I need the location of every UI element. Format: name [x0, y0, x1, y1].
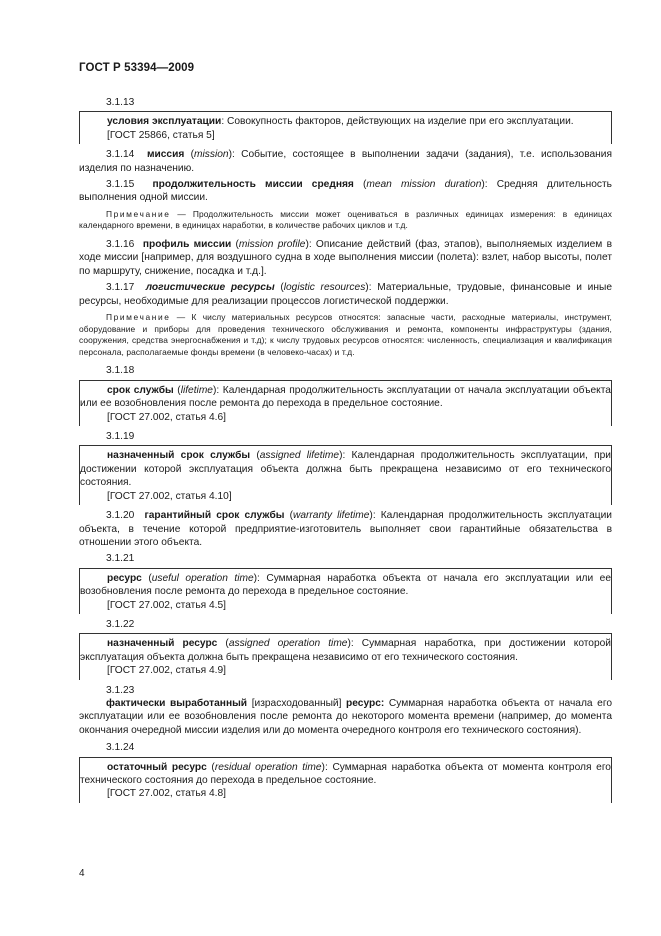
term-entry-3-1-14: 3.1.14 миссия (mission): Событие, состоящее в выполнении задачи (задания), т.е. использования изделия по назначению.	[79, 149, 612, 174]
term-continued: ресурс:	[346, 697, 385, 709]
term: срок службы	[107, 384, 174, 396]
source-reference: [ГОСТ 27.002, статья 4.6]	[107, 411, 226, 423]
entry-number: 3.1.18	[106, 365, 135, 377]
source-reference: [ГОСТ 27.002, статья 4.5]	[107, 599, 226, 611]
source-reference: [ГОСТ 27.002, статья 4.8]	[107, 788, 226, 800]
definition: : Событие, состоящее в выполнении задачи (задания), т.е. использования изделия по назначению.	[79, 149, 612, 174]
definition: Суммарная наработка объекта от начала его эксплуатации или ее возобновления после ремонта до некоторого момента времени (например, до момента окончания очередной миссии изделия или до момента очередного контроля его технического состояния).	[79, 697, 612, 736]
source-reference: [ГОСТ 27.002, статья 4.9]	[107, 665, 226, 677]
term-entry-3-1-21	[79, 552, 612, 614]
english-term: assigned lifetime	[259, 450, 340, 462]
definition-box	[79, 111, 612, 144]
english-term: residual operation time	[214, 761, 322, 773]
term: профиль миссии	[142, 239, 232, 251]
definition: : Средняя длительность выполнения одной миссии.	[79, 179, 612, 204]
term: остаточный ресурс	[107, 761, 207, 773]
definition-box: назначенный ресурс (assigned operation time): Суммарная наработка, при достижении которой эксплуатация объекта должна быть прекращена независимо от его технического состояния. [ГОСТ 27.002, статья 4.9]	[79, 633, 612, 679]
definition: : Суммарная наработка объекта от момента контроля его технического состояния до перехода в предельное состояние.	[80, 761, 611, 786]
note-3-1-17	[79, 312, 612, 358]
english-term: mission profile	[238, 239, 306, 251]
term: фактически выработанный	[106, 697, 248, 709]
term-entry-3-1-24	[79, 741, 612, 803]
note-text: — Продолжительность миссии может оцениваться в различных единицах измерения: в единицах календарного времени, в единицах наработки, в количестве рабочих циклов и т.д.	[79, 208, 612, 231]
source-reference: [ГОСТ 25866, статья 5]	[107, 129, 215, 141]
separator: :	[221, 116, 227, 128]
definition: : Суммарная наработка, при достижении которой эксплуатация объекта должна быть прекращена независимо от его технического состояния.	[80, 638, 611, 663]
entry-number: 3.1.13	[106, 97, 135, 108]
term: ресурс	[107, 572, 142, 584]
source-reference: [ГОСТ 27.002, статья 4.10]	[107, 490, 232, 502]
english-term: useful operation time	[151, 572, 254, 584]
definition: : Описание действий (фаз, этапов), выполняемых изделием в ходе миссии [например, для воздушного судна в ходе выполнения миссии (полета): взлет, набор высоты, полет по маршруту, снижение, посадка и т.д.].	[79, 239, 612, 277]
entry-number: 3.1.17	[106, 282, 135, 294]
term-entry-3-1-18	[79, 364, 612, 426]
definition: : Календарная продолжительность эксплуатации объекта, в течение которой предприятие-изготовитель выполняет свои гарантийные обязательства в отношении этого объекта.	[79, 510, 612, 548]
definition: : Календарная продолжительность эксплуатации от начала эксплуатации объекта или ее возобновления после ремонта до перехода в предельное состояние.	[80, 384, 611, 410]
term: условия эксплуатации	[107, 116, 222, 128]
term: назначенный ресурс	[107, 638, 218, 650]
definition-box: ресурс (useful operation time): Суммарная наработка объекта от начала его эксплуатации или ее возобновления после ремонта до перехода в предельное состояние. [ГОСТ 27.002, статья 4.5]	[79, 568, 612, 614]
definition-box: остаточный ресурс (residual operation time): Суммарная наработка объекта от момента контроля его технического состояния до перехода в предельное состояние. [ГОСТ 27.002, статья 4.8]	[79, 757, 612, 803]
term-entry-3-1-15: 3.1.15 продолжительность миссии средняя (mean mission duration): Средняя длительность выполнения одной миссии.	[79, 179, 612, 204]
note-label: Примечание	[106, 312, 171, 323]
term: гарантийный срок службы	[144, 510, 285, 522]
term-entry-3-1-22	[79, 618, 612, 680]
definition: : Материальные, трудовые, финансовые и иные ресурсы, необходимые для реализации процессов логистической поддержки.	[79, 282, 612, 307]
term: продолжительность миссии средняя	[152, 179, 354, 191]
entry-number: 3.1.19	[106, 431, 135, 443]
english-term: logistic resources	[283, 282, 366, 294]
note-label: Примечание	[106, 208, 171, 219]
note-3-1-15	[79, 209, 612, 232]
entry-number: 3.1.20	[106, 510, 135, 522]
term-entry-3-1-20: 3.1.20 гарантийный срок службы (warranty lifetime): Календарная продолжительность эксплуатации объекта, в течение которой предприятие-изготовитель выполняет свои гарантийные обязательства в отношении этого объекта.	[79, 510, 612, 548]
term: миссия	[146, 149, 185, 161]
english-term: mean mission duration	[366, 179, 482, 191]
term: логистические ресурсы	[145, 282, 275, 294]
entry-number: 3.1.15	[106, 179, 135, 191]
definition-box: срок службы (lifetime): Календарная продолжительность эксплуатации от начала эксплуатации объекта или ее возобновления после ремонта до перехода в предельное состояние. [ГОСТ 27.002, статья 4.6]	[79, 380, 612, 426]
entry-number: 3.1.23	[106, 684, 135, 696]
english-term: mission	[194, 149, 229, 161]
term-entry-3-1-23	[79, 684, 612, 738]
entry-number: 3.1.21	[106, 553, 135, 565]
definition: : Календарная продолжительность эксплуатации, при достижении которой эксплуатация объекта должна быть прекращена независимо от его технического состояния.	[80, 450, 611, 489]
note-text: — К числу материальных ресурсов относятся: запасные части, расходные материалы, инструмент, оборудование и приборы для проведения технического обслуживания и ремонта, компоненты инфраструктуры (здания, сооружения, средства энергоснабжения и т.д); к числу трудовых ресурсов относятся: численность, специализация и квалификация персонала, располагаемые фонды времени (в человеко-часах) и т.д.	[79, 312, 612, 357]
entry-number: 3.1.22	[106, 618, 135, 630]
english-term: assigned operation time	[228, 638, 348, 650]
entry-number: 3.1.24	[106, 742, 135, 754]
entry-number: 3.1.16	[106, 239, 135, 251]
english-term: lifetime	[180, 384, 213, 396]
term: назначенный срок службы	[107, 450, 251, 462]
definition-box: назначенный срок службы (assigned lifetime): Календарная продолжительность эксплуатации, при достижении которой эксплуатация объекта должна быть прекращена независимо от его технического состояния. [ГОСТ 27.002, статья 4.10]	[79, 445, 612, 505]
term-entry-3-1-19	[79, 430, 612, 505]
definition: Совокупность факторов, действующих на изделие при его эксплуатации.	[227, 116, 574, 128]
terms-section	[79, 96, 612, 807]
term-entry-3-1-17: 3.1.17 логистические ресурсы (logistic resources): Материальные, трудовые, финансовые и иные ресурсы, необходимые для реализации процессов логистической поддержки.	[79, 282, 612, 307]
page-number: 4	[79, 868, 85, 879]
term-entry-3-1-13	[79, 96, 612, 144]
entry-number: 3.1.14	[106, 149, 135, 161]
term-variant: [израсходованный]	[247, 697, 347, 709]
english-term: warranty lifetime	[292, 510, 370, 522]
definition: : Суммарная наработка объекта от начала его эксплуатации или ее возобновления после ремонта до перехода в предельное состояние.	[80, 572, 612, 598]
document-header: ГОСТ Р 53394—2009	[79, 62, 195, 74]
term-entry-3-1-16: 3.1.16 профиль миссии (mission profile): Описание действий (фаз, этапов), выполняемых изделием в ходе миссии [например, для воздушного судна в ходе выполнения миссии (полета): взлет, набор высоты, полет по маршруту, снижение, посадка и т.д.].	[79, 239, 612, 277]
